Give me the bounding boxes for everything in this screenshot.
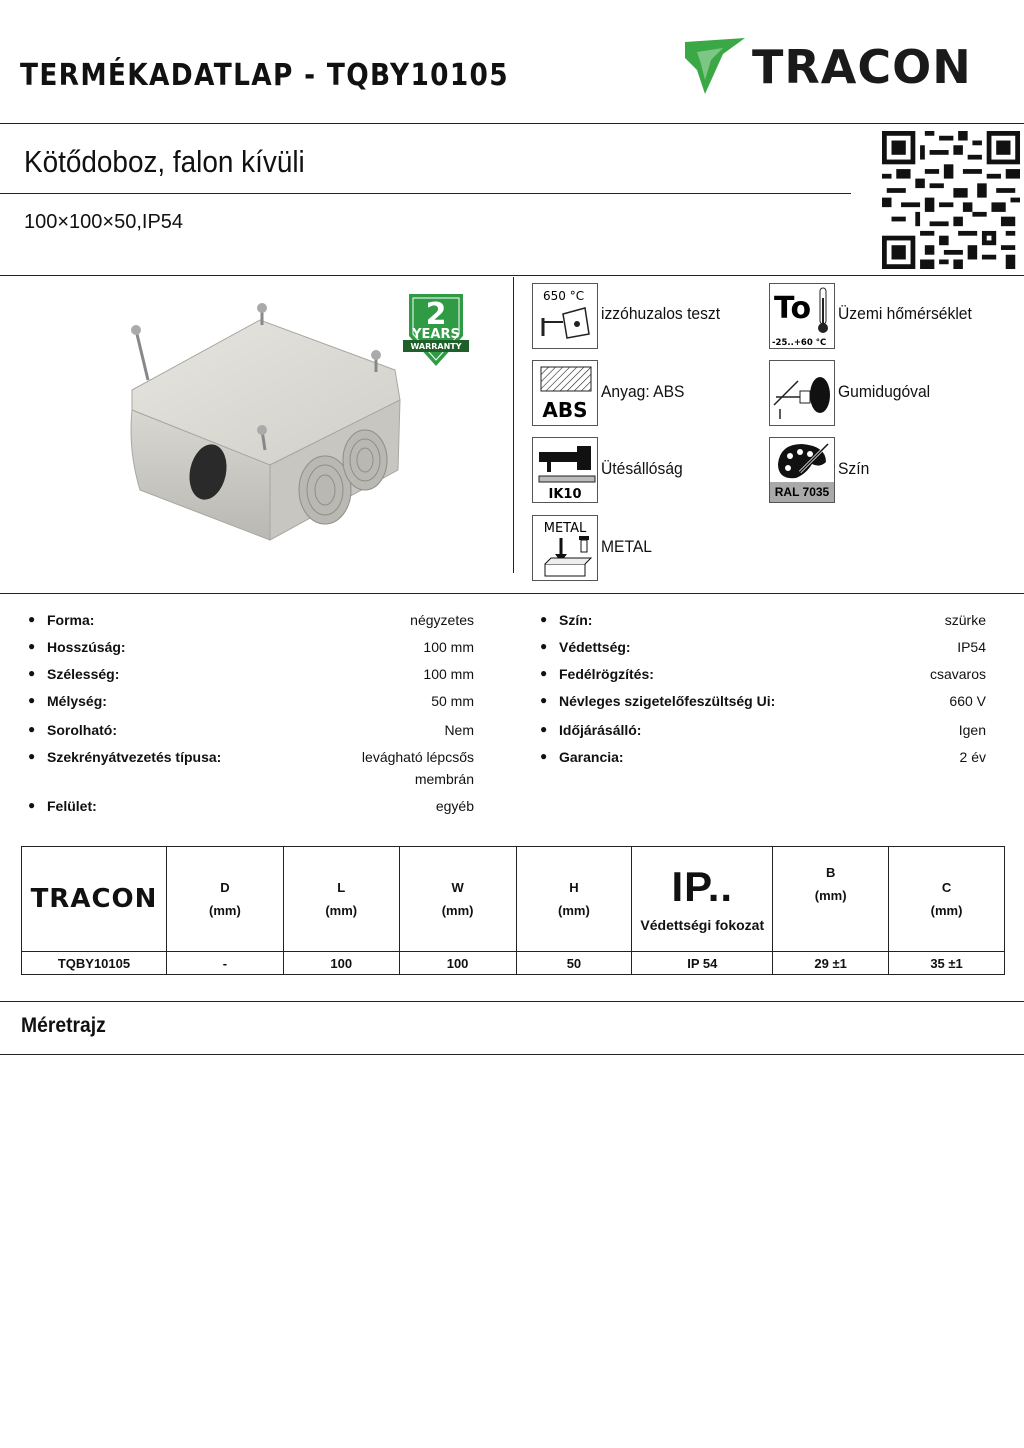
- svg-text:METAL: METAL: [543, 521, 587, 536]
- feature-label: Szín: [838, 459, 870, 478]
- table-brand: TRACON: [30, 884, 158, 914]
- feature-label: Ütésállóság: [601, 459, 683, 478]
- material-abs-icon: [532, 360, 598, 426]
- brand-wordmark: TRACON: [752, 40, 972, 94]
- metal-screw-icon: [532, 515, 598, 581]
- dimension-table: [21, 846, 1005, 975]
- spec-label: Mélység:: [47, 693, 107, 709]
- table-header: D (mm): [166, 847, 283, 952]
- spec-label: Forma:: [47, 612, 95, 628]
- spec-label: Fedélrögzítés:: [559, 666, 654, 682]
- table-cell: TQBY10105: [22, 952, 167, 975]
- spec-value: membrán: [414, 771, 474, 787]
- product-name: Kötődoboz, falon kívüli: [24, 144, 305, 179]
- table-header: W (mm): [399, 847, 516, 952]
- spec-value: Igen: [958, 722, 986, 738]
- spec-value: szürke: [944, 612, 986, 628]
- tracon-logo-icon: [683, 36, 747, 96]
- feature-label: METAL: [601, 537, 652, 556]
- table-header: L (mm): [283, 847, 399, 952]
- table-header: H (mm): [516, 847, 632, 952]
- table-cell: 50: [516, 952, 632, 975]
- warranty-years: YEARS: [412, 327, 460, 342]
- color-palette-icon: [769, 437, 835, 503]
- spec-label: Hosszúság:: [47, 639, 126, 655]
- svg-text:-25..+60 °C: -25..+60 °C: [772, 338, 827, 348]
- svg-text:IK10: IK10: [548, 487, 582, 502]
- spec-value: négyzetes: [410, 612, 474, 628]
- document-title: TERMÉKADATLAP - TQBY10105: [20, 58, 509, 93]
- spec-value: levágható lépcsős: [361, 749, 474, 765]
- spec-value: 2 év: [959, 749, 986, 765]
- qr-code: [882, 131, 1020, 269]
- warranty-badge: [403, 290, 469, 368]
- glow-wire-test-icon: [532, 283, 598, 349]
- thermometer-icon: [769, 283, 835, 349]
- svg-text:To: To: [774, 291, 812, 326]
- product-image: [120, 300, 410, 550]
- table-cell: -: [166, 952, 283, 975]
- spec-value: 50 mm: [431, 693, 474, 709]
- spec-value: csavaros: [929, 666, 986, 682]
- spec-label: Időjárásálló:: [559, 722, 642, 738]
- spec-label: Szekrényátvezetés típusa:: [47, 749, 222, 765]
- table-cell: IP 54: [632, 952, 773, 975]
- product-spec: 100×100×50,IP54: [24, 211, 184, 233]
- feature-label: Anyag: ABS: [601, 382, 685, 401]
- impact-hammer-icon: [532, 437, 598, 503]
- table-header: C (mm): [889, 847, 1005, 952]
- feature-label: izzóhuzalos teszt: [601, 304, 721, 323]
- rubber-gland-icon: [769, 360, 835, 426]
- spec-label: Szélesség:: [47, 666, 120, 682]
- table-cell: 100: [283, 952, 399, 975]
- feature-label: Üzemi hőmérséklet: [838, 304, 972, 323]
- table-cell: 35 ±1: [889, 952, 1005, 975]
- spec-value: 660 V: [949, 693, 986, 709]
- spec-label: Garancia:: [559, 749, 624, 765]
- spec-value: egyéb: [435, 798, 474, 814]
- table-header-ip: IP.. Védettségi fokozat: [632, 847, 773, 952]
- warranty-number: 2: [425, 297, 447, 332]
- feature-label: Gumidugóval: [838, 382, 931, 401]
- warranty-text: WARRANTY: [410, 342, 462, 351]
- spec-label: Védettség:: [559, 639, 631, 655]
- spec-label: Sorolható:: [47, 722, 117, 738]
- spec-label: Felület:: [47, 798, 97, 814]
- spec-label: Névleges szigetelőfeszültség Ui:: [559, 693, 776, 709]
- section-title-drawing: Méretrajz: [21, 1014, 106, 1037]
- table-cell: 100: [399, 952, 516, 975]
- table-header: B (mm): [773, 847, 889, 952]
- spec-value: 100 mm: [423, 666, 474, 682]
- svg-text:RAL 7035: RAL 7035: [774, 485, 830, 499]
- svg-text:650 °C: 650 °C: [543, 289, 585, 303]
- spec-value: Nem: [444, 722, 474, 738]
- spec-label: Szín:: [559, 612, 593, 628]
- spec-value: 100 mm: [423, 639, 474, 655]
- spec-value: IP54: [957, 639, 986, 655]
- table-row: [22, 952, 1005, 975]
- table-brand-cell: [22, 847, 167, 952]
- table-cell: 29 ±1: [773, 952, 889, 975]
- svg-text:ABS: ABS: [542, 398, 588, 422]
